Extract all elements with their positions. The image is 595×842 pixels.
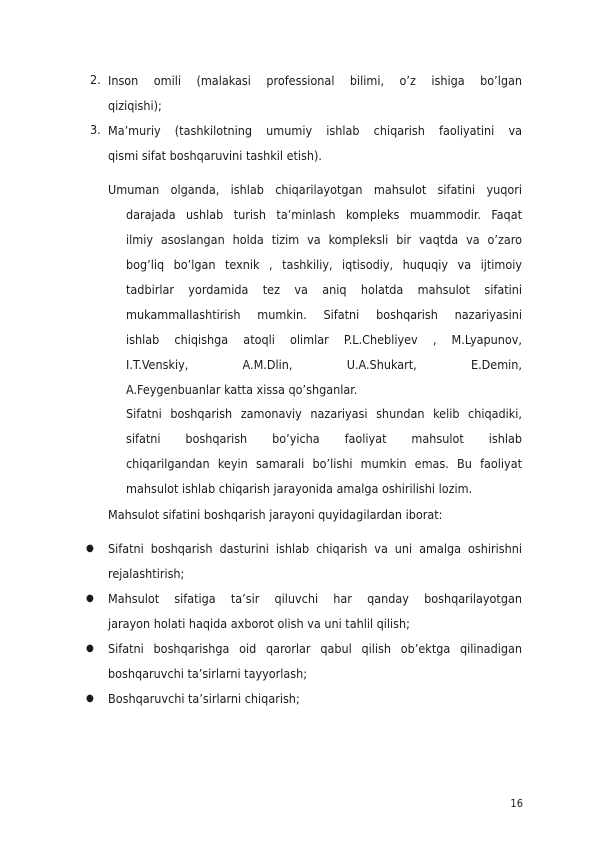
bullet-line: Sifatni boshqarish dasturini ishlab chiqarish va uni amalga oshirishni (108, 541, 522, 556)
list-item-line: Inson omili (malakasi professional bilimi, o’z ishiga bo’lgan (108, 73, 522, 88)
list-item-line: qiziqishi); (108, 98, 162, 113)
paragraph-line: mahsulot ishlab chiqarish jarayonida amalga oshirilishi lozim. (126, 481, 473, 496)
page-number: 16 (510, 797, 523, 810)
bullet-icon: ● (86, 643, 94, 654)
list-item-line: qismi sifat boshqaruvini tashkil etish). (108, 148, 322, 163)
bullet-icon: ● (86, 543, 94, 554)
bullet-line: Mahsulot sifatiga ta’sir qiluvchi har qanday boshqarilayotgan (108, 591, 522, 606)
intro-line: Mahsulot sifatini boshqarish jarayoni quyidagilardan iborat: (108, 507, 443, 522)
paragraph-line: A.Feygenbuanlar katta xissa qo’shganlar. (126, 382, 358, 397)
paragraph-line: I.T.Venskiy, A.M.Dlin, U.A.Shukart, E.Demin, (126, 357, 522, 372)
list-number: 3. (90, 122, 101, 137)
paragraph-line: bog’liq bo’lgan texnik , tashkiliy, iqtisodiy, huquqiy va ijtimoiy (126, 257, 522, 272)
list-item-line: Ma’muriy (tashkilotning umumiy ishlab chiqarish faoliyatini va (108, 123, 522, 138)
paragraph-line: Sifatni boshqarish zamonaviy nazariyasi shundan kelib chiqadiki, (126, 406, 522, 421)
bullet-line: Boshqaruvchi ta’sirlarni chiqarish; (108, 691, 300, 706)
bullet-icon: ● (86, 593, 94, 604)
bullet-icon: ● (86, 693, 94, 704)
bullet-line: Sifatni boshqarishga oid qarorlar qabul qilish ob’ektga qilinadigan (108, 641, 522, 656)
paragraph-line: darajada ushlab turish ta’minlash kompleks muammodir. Faqat (126, 207, 522, 222)
bullet-line: jarayon holati haqida axborot olish va uni tahlil qilish; (108, 616, 410, 631)
bullet-line: boshqaruvchi ta’sirlarni tayyorlash; (108, 666, 308, 681)
list-number: 2. (90, 72, 101, 87)
paragraph-line: ilmiy asoslangan holda tizim va kompleksli bir vaqtda va o’zaro (126, 232, 522, 247)
paragraph-line: sifatni boshqarish bo’yicha faoliyat mahsulot ishlab (126, 431, 522, 446)
paragraph-line: mukammallashtirish mumkin. Sifatni boshqarish nazariyasini (126, 307, 522, 322)
paragraph-line: chiqarilgandan keyin samarali bo’lishi mumkin emas. Bu faoliyat (126, 456, 522, 471)
paragraph-line: Umuman olganda, ishlab chiqarilayotgan mahsulot sifatini yuqori (108, 182, 522, 197)
paragraph-line: ishlab chiqishga atoqli olimlar P.L.Chebliyev , M.Lyapunov, (126, 332, 522, 347)
paragraph-line: tadbirlar yordamida tez va aniq holatda mahsulot sifatini (126, 282, 522, 297)
bullet-line: rejalashtirish; (108, 566, 185, 581)
